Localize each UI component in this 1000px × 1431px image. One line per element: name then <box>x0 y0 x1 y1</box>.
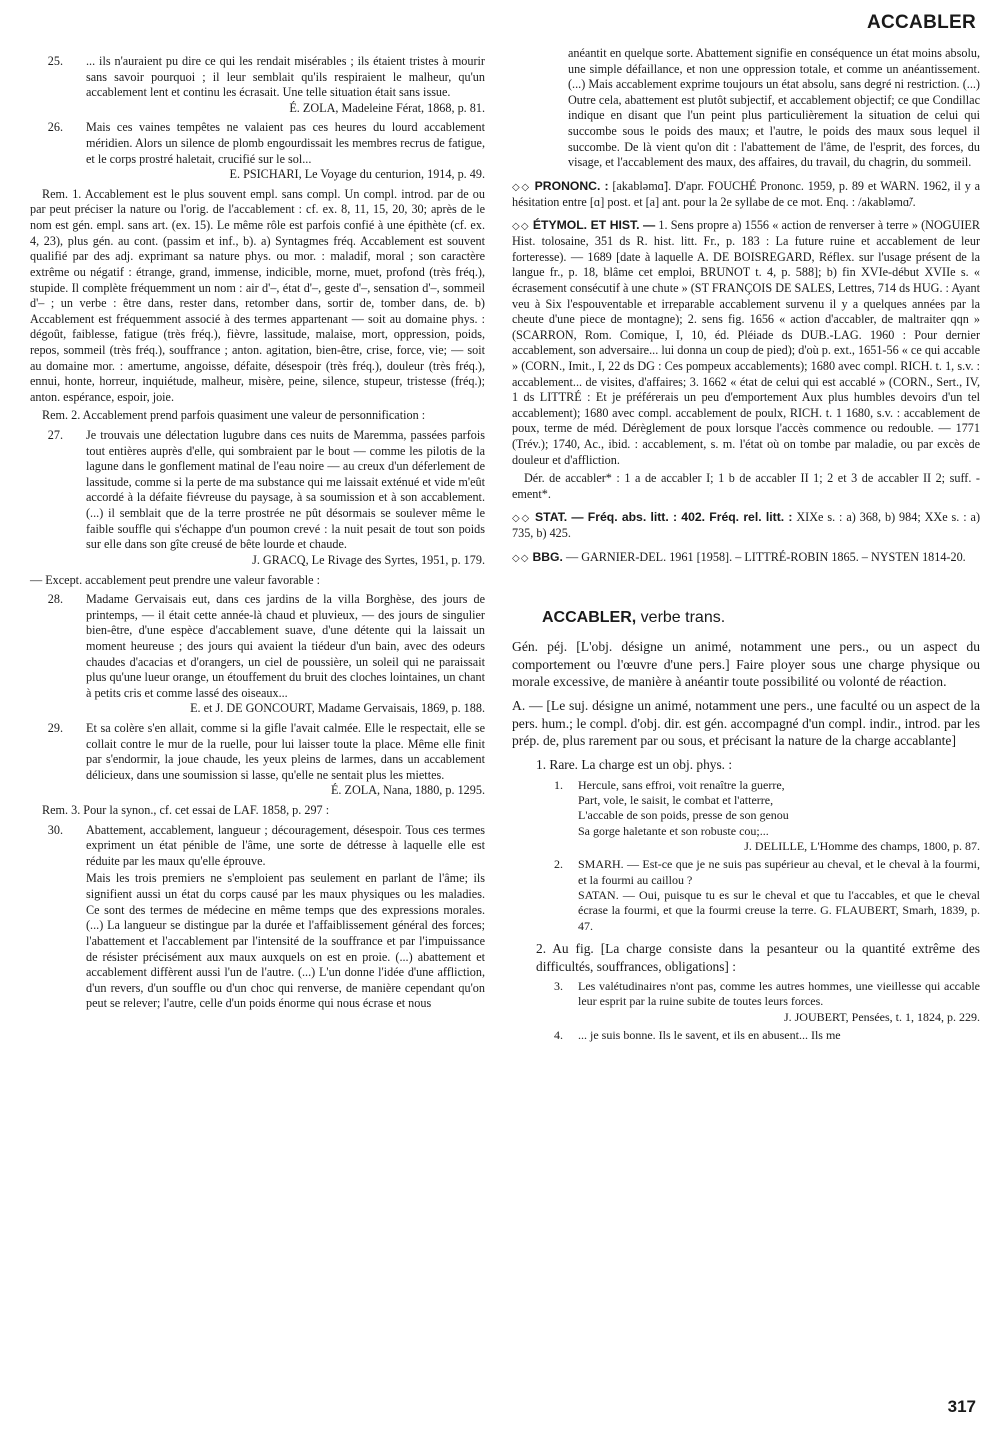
example-4 <box>512 1028 980 1043</box>
diamond-icon: ◇◇ <box>512 221 530 233</box>
right-column <box>512 46 980 1046</box>
entry-headword: ACCABLER, <box>542 608 637 626</box>
remark-3: Rem. 3. Pour la synon., cf. cet essai de LAF. 1858, p. 297 : <box>42 803 330 818</box>
verse-line: Part, vole, le saisit, le combat et l'atterre, <box>578 792 774 807</box>
example-number: 27. <box>47 428 63 443</box>
section-text: XIXe s. : a) 368, b) 984; XXe s. : a) 735, b) 425. <box>512 510 981 541</box>
verse-line: L'accable de son poids, presse de son genou <box>578 808 789 823</box>
example-27 <box>30 428 485 568</box>
example-3 <box>512 979 980 1025</box>
example-29 <box>30 721 485 799</box>
example-28 <box>30 592 485 717</box>
section-text: — GARNIER-DEL. 1961 [1958]. – LITTRÉ-ROBIN 1865. – NYSTEN 1814-20. <box>565 549 966 564</box>
section-heading: BBG. <box>532 549 563 564</box>
example-30 <box>30 823 485 1012</box>
example-text: SMARH. — Est-ce que je ne suis pas supérieur au cheval, et le cheval à la fourmi, et la fourmi au caillou ? <box>578 857 980 887</box>
example-number: 1. <box>554 777 563 792</box>
running-head: ACCABLER <box>866 12 976 33</box>
citation: E. PSICHARI, Le Voyage du centurion, 1914, p. 49. <box>229 167 485 182</box>
bibliography-section <box>512 550 980 566</box>
example-text: Les valétudinaires n'ont pas, comme les autres hommes, une vieillesse qui accable leur esprit par la ruine subite de toutes leurs forces. <box>578 979 980 1009</box>
entry-heading <box>542 608 980 628</box>
derivation-note: Dér. de accabler* : 1 a de accabler I; 1 b de accabler II 1; 2 et 3 de accabler II 2; suff. -ement*. <box>512 471 980 501</box>
citation: J. GRACQ, Le Rivage des Syrtes, 1951, p. 179. <box>252 552 485 567</box>
example-number: 30. <box>47 822 63 837</box>
section-text: [akabləmɑ̃]. D'apr. FOUCHÉ Prononc. 1959, p. 89 et WARN. 1962, il y a hésitation entre [ɑ] post. et [a] ant. pour la 2e syllabe de ce mot. Enq. : /akabləmɑ̃/. <box>512 178 980 209</box>
diamond-icon: ◇◇ <box>512 181 531 193</box>
diamond-icon: ◇◇ <box>512 513 532 525</box>
subsection-1: 1. Rare. La charge est un obj. phys. : <box>536 757 733 773</box>
section-heading: ÉTYMOL. ET HIST. — <box>532 218 656 233</box>
left-column <box>30 50 485 1016</box>
example-text-continued: SATAN. — Oui, puisque tu es sur le cheval et que tu l'accables, et que le cheval écrase la fourmi, et que la fourmi creuse la terre. G. FLAUBERT, Smarh, 1839, p. 47. <box>578 888 980 933</box>
example-1 <box>512 778 980 855</box>
example-25 <box>30 54 485 116</box>
example-text: Et sa colère s'en allait, comme si la gifle l'avait calmée. Elle le respectait, elle se collait contre le mur de la ruelle, pour lui laisser toute la place. Même elle finit par s'endormir, la joue chaude, les yeux pleins de larmes, dans un accablement délicieux, dans une soumission si lasse, qu'elle ne sentait plus les miettes. <box>86 720 485 782</box>
statistics-section <box>512 510 980 541</box>
example-2 <box>512 857 980 934</box>
example-number: 29. <box>47 720 63 735</box>
example-text: ... ils n'auraient pu dire ce qui les rendait misérables ; ils étaient tristes à mourir sans savoir pourquoi ; il leur semblait qu'ils respiraient le malheur, qu'un accablement lent et continu les écrasait. Une telle situation était sans issue. <box>86 54 485 100</box>
pronunciation-section <box>512 179 980 210</box>
entry-pos: verbe trans. <box>640 608 726 626</box>
citation: J. DELILLE, L'Homme des champs, 1800, p. 87. <box>744 839 980 853</box>
remark-2: Rem. 2. Accablement prend parfois quasiment une valeur de personnification : <box>42 408 426 423</box>
etymology-section <box>512 218 980 468</box>
example-text: Madame Gervaisais eut, dans ces jardins de la villa Borghèse, des jours de printemps, — il était cette année-là chaud et pluvieux, — des jours de singulier bien-être, d'une espèce d'accablement suave, d'une détente qui la laissait un moment heureuse ; des jours qui avaient la tiédeur d'un bain, avec des odeurs chaudes d'acacias et d'orangers, un ciel de poussière, un soleil qui ne paraissait plus qu'une lueur orange, un étouffement du bruit des cloches lointaines, un chant à petits cris et comme lassé des oiseaux... <box>86 592 485 700</box>
diamond-icon: ◇◇ <box>512 552 530 564</box>
section-heading: PRONONC. : <box>534 178 609 193</box>
section-a: A. — [Le suj. désigne un animé, notamment une pers., une faculté ou un aspect de la pers. hum.; le compl. d'obj. dir. est gén. accompagné d'un compl. indir., introd. par les prép. de, plus rarement par ou sous, et précisant la nature de la charge accablante] <box>512 698 980 749</box>
example-text-continued: Mais les trois premiers ne s'emploient pas seulement en parlant de l'âme; ils signifient aussi un état du corps causé par les maux physiques ou les maladies. Ce sont des termes de médecine en même temps que des expressions morales. (...) La langueur se distingue par la durée et l'affaiblissement général des forces; l'abattement et l'accablement par l'intensité de la souffrance et par l'impuissance de résister précisément aux maux auxquels on est en proie. (...) abattement et accablement diffèrent aussi l'un de l'autre. (...) L'un donne l'idée d'une affliction, d'un revers, d'un souffle ou d'un choc qui renverse, de manière cependant qu'on peut se relever; l'autre, celle d'un poids énorme qui nous écrase et nous <box>86 871 485 1011</box>
section-text: 1. Sens propre a) 1556 « action de renverser à terre » (NOGUIER Hist. tolosaine, 351 ds R. hist. litt. Fr., p. 183 : La future ruine et accablement de leur forteresse). — 1689 [date à laquelle A. DE BOISREGARD, Réflex. sur l'usage présent de la langue fr., p. 18, blâme cet emploi, BRUNOT t. 4, p. 588]; b) fin XVIe-début XVIIe s. « écrasement consécutif à une chute » (ST FRANÇOIS DE SALES, Lettres, 714 ds HUG. : Ayant veu à Six l'espouventable et irreparable accablement survenu il y a quelques années par la cheute d'une piece de montagne); 2. sens fig. 1656 « action d'accabler, de maltraiter qqn » (SCARRON, Rom. Comique, I, 10, éd. Pléiade ds DUB.-LAG. 1960 : Pour dernier accablement, son adversaire... lui donna un coup de pied); d'où p. ext., 1651-56 « ce qui accable » (CORN., Imit., I, 22 ds DG : Ces pompeux accablements); 1680 avec compl. RICH. t. 1, s.v. : accablement... de visites, d'affaires; 3. 1662 « état de celui qui est accablé » (CORN., Sert., IV, 1 ds LITTRÉ : Et je préférerais un peu d'emportement Aux plus humbles devoirs d'un tel accablement); 1680 avec compl. accablement de poulx, RICH. t. 1 1680, s.v. : accablement de poux, terme de méd. Dérèglement de poux lorsque l'accès commence ou redouble. — 1771 (Trév.); 1740, Ac., ibid. : accablement, s. m. l'état où on tombe par maladie, ou par excès de douleur et d'affliction. <box>512 218 981 467</box>
subsection-2: 2. Au fig. [La charge consiste dans la pesanteur ou la quantité extrême des difficultés, souffrances, obligations] : <box>536 941 980 974</box>
page-number: 317 <box>947 1397 976 1416</box>
citation: É. ZOLA, Nana, 1880, p. 1295. <box>330 783 485 798</box>
verse-line: Hercule, sans effroi, voit renaître la guerre, <box>578 777 785 792</box>
citation: J. JOUBERT, Pensées, t. 1, 1824, p. 229. <box>783 1009 980 1024</box>
example-number: 25. <box>47 54 63 68</box>
example-text: Abattement, accablement, langueur ; découragement, désespoir. Tous ces termes expriment un état pénible de l'âme, une sorte de détresse à laquelle elle est réduite par les maux qu'elle éprouve. <box>86 822 485 868</box>
section-heading: STAT. — Fréq. abs. litt. : 402. Fréq. rel. litt. : <box>535 510 793 525</box>
example-text: Je trouvais une délectation lugubre dans ces nuits de Maremma, passées parfois tout entières auprès d'elle, qui sombraient par le bout — comme les pilotis de la lagune dans le gonflement matinal de l'eau noire — au creux d'un déferlement de lassitude, comme si la perte de ma substance qui me laissait exténué et vide m'eût accordé à la défaite fiévreuse du paysage, à sa soumission et à son accablement. (...) il semblait que de la terre prostrée ne pût désormais se soulever même le faible souffle qui s'échappe d'un poumon crevé : la nuit pesait de tout son poids sur elle dans son gîte creusé de bête lourde et chaude. <box>86 428 485 552</box>
citation: É. ZOLA, Madeleine Férat, 1868, p. 81. <box>289 100 485 115</box>
example-number: 2. <box>554 857 563 872</box>
verse-lines <box>578 778 980 839</box>
example-number: 4. <box>554 1028 563 1043</box>
remark-1: Rem. 1. Accablement est le plus souvent empl. sans compl. Un compl. introd. par de ou par peut préciser la nature ou l'orig. de l'accablement : cf. ex. 8, 11, 15, 20, 30; après de le nom est gén. empl. sans art. (ex. 15). Le même rôle est parfois confié à une épithète (cf. ex. 4, 23), plus gén. au cont. (passim et inf., b). a) Syntagmes fréq. Accablement est souvent qualifié par des adj. exprimant sa nature phys. ou mor. : maladif, moral ; son caractère extrême ou négatif : étrange, grand, immense, indicible, morne, muet, profond (très fréq.), stupide. Il complète fréquemment un nom : air d'–, état d'–, geste d'–, sensation d'–, sommeil d'– ; un verbe : être dans, rester dans, retomber dans, sortir de, tomber dans, de. b) Accablement est fréquemment associé à des termes appartenant — soit au domaine phys. : dégoût, faiblesse, fatigue (très fréq.), fièvre, lassitude, malaise, mort, oppression, poids, repos, sommeil (très fréq.), souffrance ; anton. agitation, bien-être, crise, force, vie; — soit au domaine mor. : amertume, angoisse, défaite, désespoir (très fréq.), douleur (très fréq.), ennui, honte, horreur, inquiétude, malheur, misère, peine, silence, stupeur, tristesse (fréq.); anton. espérance, espoir, joie. <box>30 186 485 404</box>
example-number: 3. <box>554 979 563 993</box>
example-number: 26. <box>47 120 63 135</box>
general-definition: Gén. péj. [L'obj. désigne un animé, notamment une pers., ou un aspect du comportement ou l'œuvre d'une pers.] Faire ployer sous une charge physique ou morale excessive, de manière à anéantir toute possibilité ou volonté de réaction. <box>512 639 980 690</box>
verse-line: Sa gorge haletante et son robuste cou;... <box>578 823 769 838</box>
example-text: Mais ces vaines tempêtes ne valaient pas ces heures du lourd accablement méridien. Alors un silence de plomb engourdissait les membres recrus de fatigue, et le corps prostré haletait, crucifié sur le sol... <box>86 120 485 166</box>
example-26 <box>30 120 485 182</box>
example-number: 28. <box>47 592 63 607</box>
example-text: ... je suis bonne. Ils le savent, et ils en abusent... Ils me <box>578 1028 841 1043</box>
example-30-continued: anéantit en quelque sorte. Abattement signifie en conséquence un état moins absolu, une simple défaillance, et non une oppression totale, et comme un anéantissement. (...) Mais accablement exprime toujours un état absolu, sans degré ni restriction. (...) Outre cela, abattement est plutôt subjectif, et accablement objectif; ce que Condillac indique en disant que l'un peint plus particulièrement la situation de celui qui succombe sous le poids des maux; et l'autre, le poids des maux sous lequel il succombe. De là vient qu'on dit : l'abattement de l'âme, de l'esprit, des forces, du visage, et l'accablement des maux, des affaires, du travail, du chagrin, du sommeil. <box>568 46 980 170</box>
citation: E. et J. DE GONCOURT, Madame Gervaisais, 1869, p. 188. <box>190 701 485 716</box>
exception-note: — Except. accablement peut prendre une valeur favorable : <box>30 572 320 587</box>
